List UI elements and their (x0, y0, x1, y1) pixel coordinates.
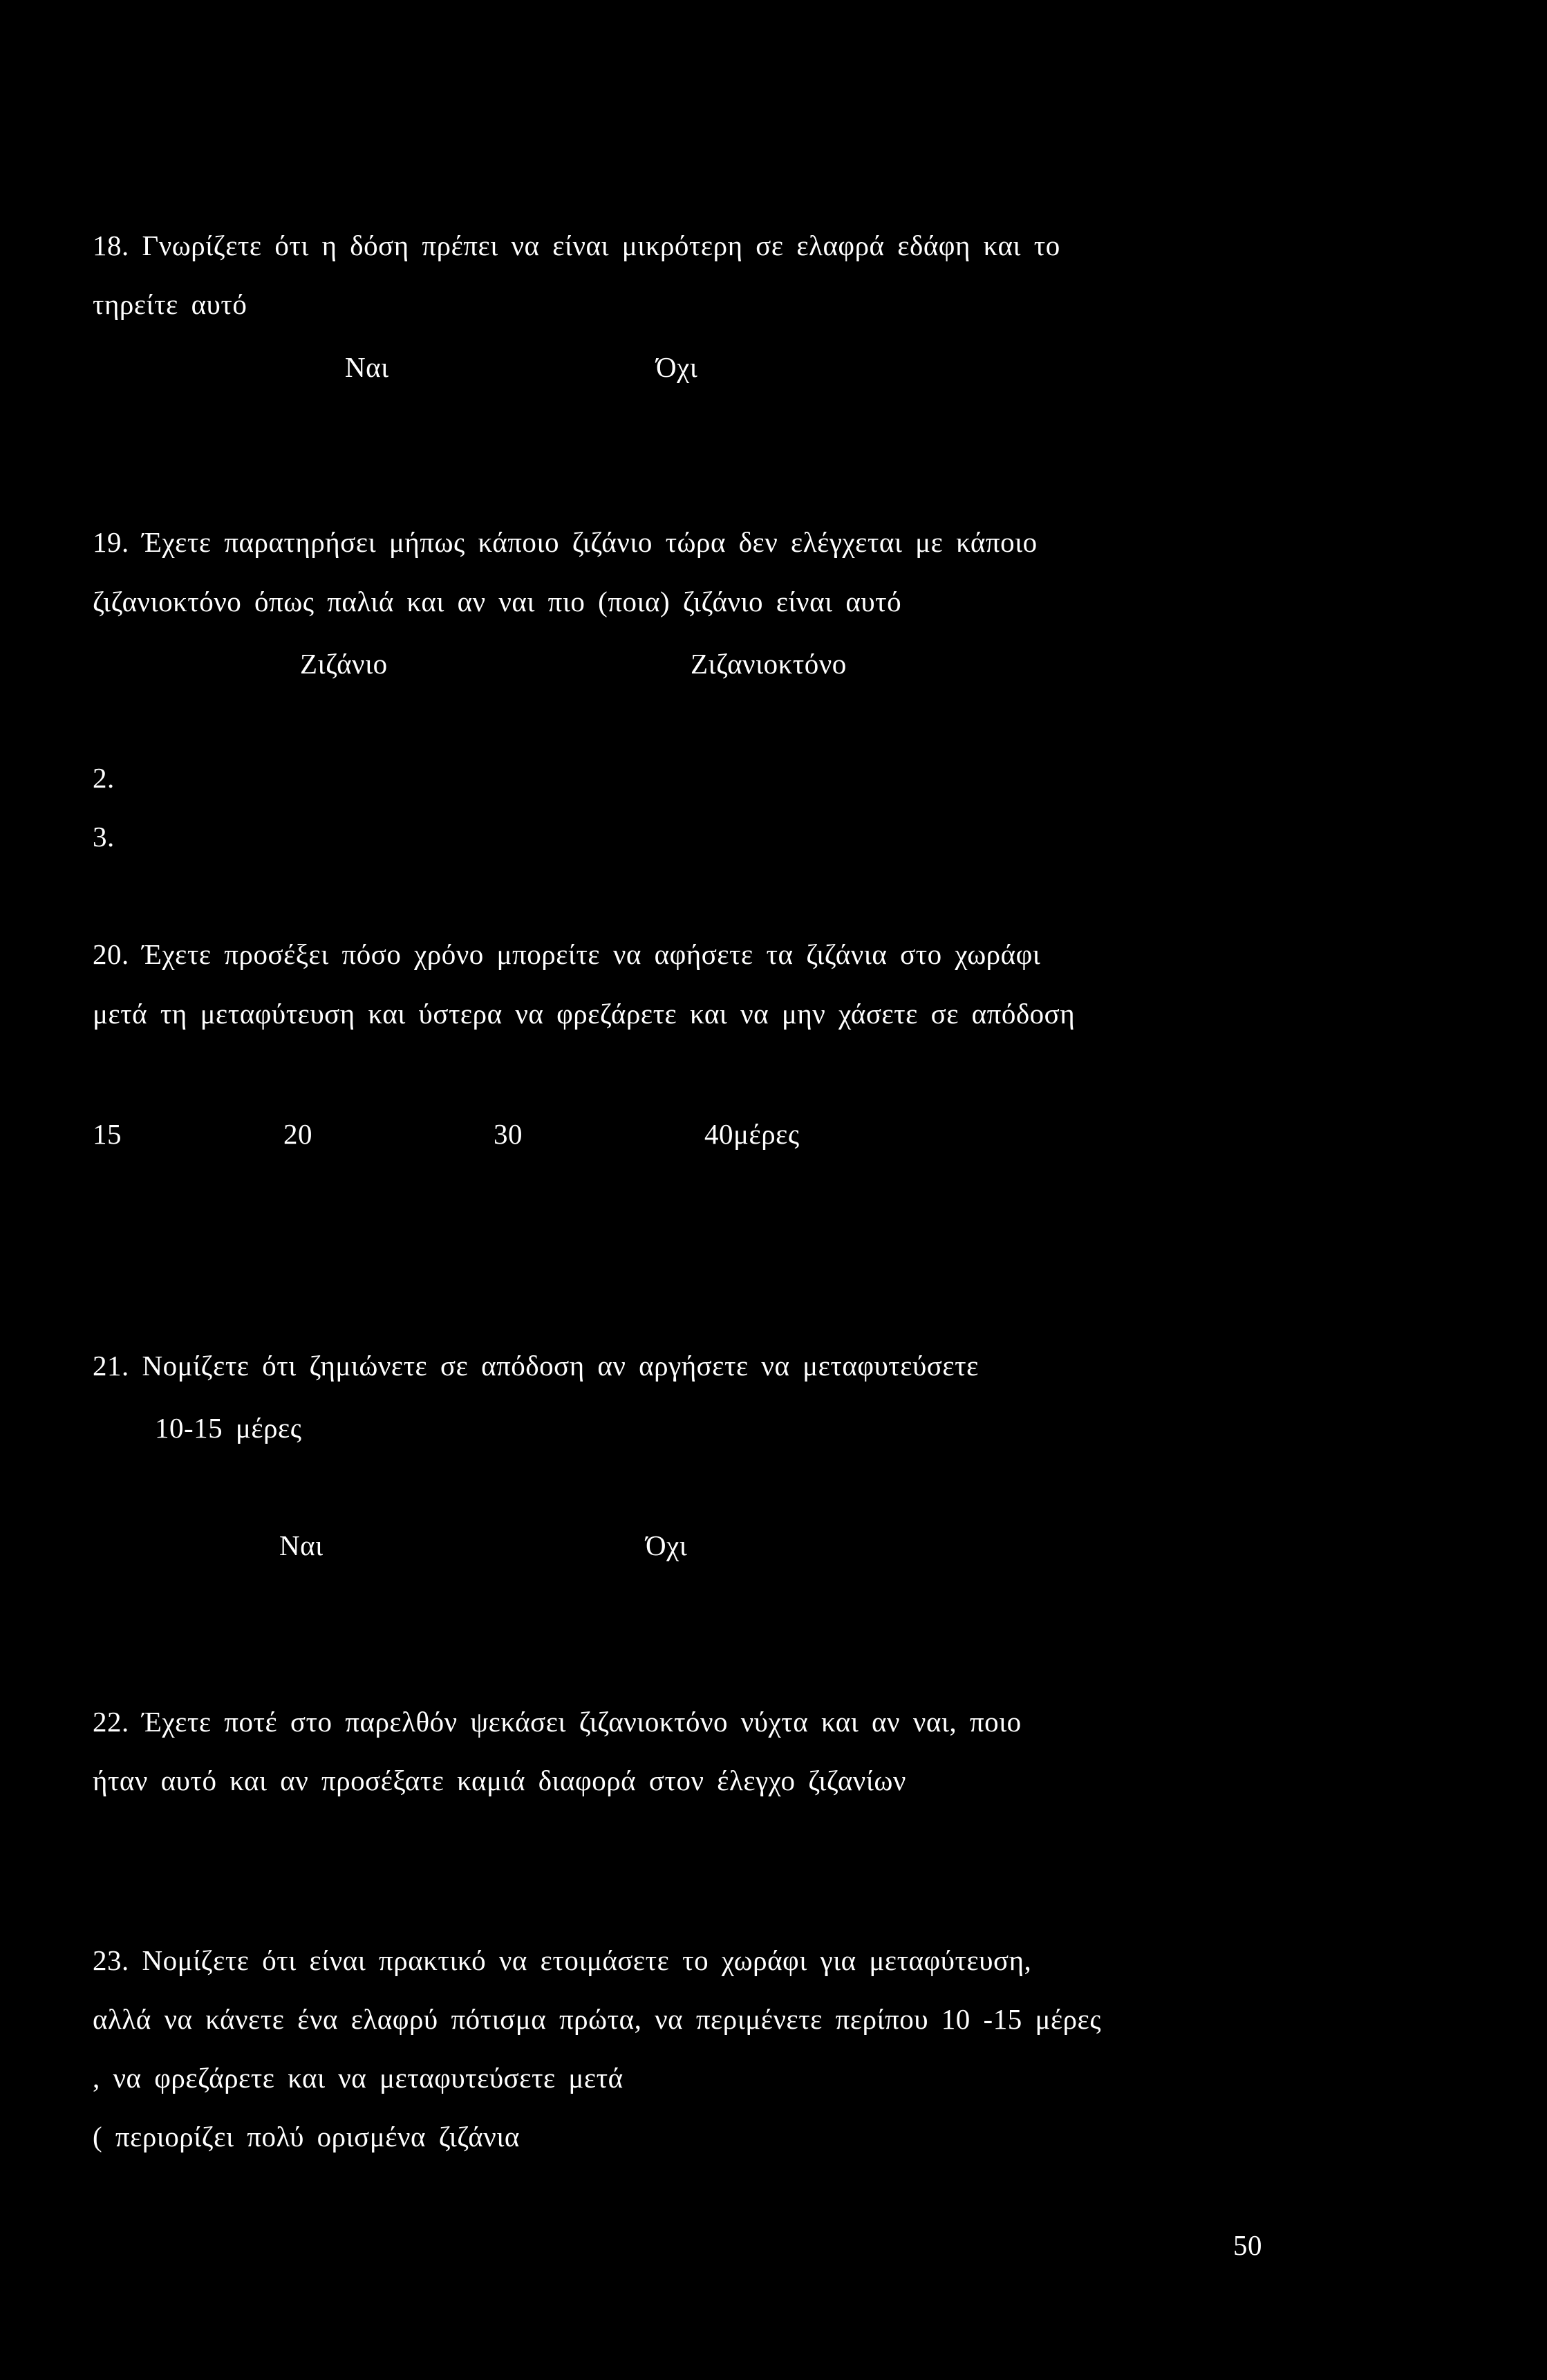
q19-column-weed: Ζιζάνιο (300, 648, 388, 680)
q21-line-2: 10-15 μέρες (155, 1412, 302, 1444)
q19-line-2: ζιζανιοκτόνο όπως παλιά και αν ναι πιο (ποια) ζιζάνιο είναι αυτό (93, 586, 902, 617)
q21-line-1: 21. Νομίζετε ότι ζημιώνετε σε απόδοση αν αργήσετε να μεταφυτεύσετε (93, 1350, 979, 1382)
q23-line-1: 23. Νομίζετε ότι είναι πρακτικό να ετοιμάσετε το χωράφι για μεταφύτευση, (93, 1944, 1032, 1976)
q21-option-no: Όχι (646, 1530, 688, 1561)
q21-option-yes: Ναι (279, 1530, 324, 1561)
q20-option-15: 15 (93, 1118, 122, 1150)
q20-line-1: 20. Έχετε προσέξει πόσο χρόνο μπορείτε να αφήσετε τα ζιζάνια στο χωράφι (93, 938, 1041, 970)
q19-column-herbicide: Ζιζανιοκτόνο (691, 648, 847, 680)
q19-line-1: 19. Έχετε παρατηρήσει μήπως κάποιο ζιζάνιο τώρα δεν ελέγχεται με κάποιο (93, 526, 1038, 558)
q23-line-4: ( περιορίζει πολύ ορισμένα ζιζάνια (93, 2121, 520, 2153)
q20-line-2: μετά τη μεταφύτευση και ύστερα να φρεζάρετε και να μην χάσετε σε απόδοση (93, 998, 1076, 1030)
page-number: 50 (1233, 2229, 1262, 2261)
q20-option-40: 40μέρες (704, 1118, 800, 1150)
q23-line-2: αλλά να κάνετε ένα ελαφρύ πότισμα πρώτα, να περιμένετε περίπου 10 -15 μέρες (93, 2003, 1102, 2035)
q19-item-3: 3. (93, 821, 115, 853)
q22-line-2: ήταν αυτό και αν προσέξατε καμιά διαφορά στον έλεγχο ζιζανίων (93, 1765, 906, 1796)
q22-line-1: 22. Έχετε ποτέ στο παρελθόν ψεκάσει ζιζανιοκτόνο νύχτα και αν ναι, ποιο (93, 1706, 1022, 1738)
q19-item-2: 2. (93, 762, 115, 794)
q18-option-no: Όχι (656, 351, 698, 383)
q20-option-30: 30 (494, 1118, 523, 1150)
q18-line-2: τηρείτε αυτό (93, 288, 247, 320)
q18-line-1: 18. Γνωρίζετε ότι η δόση πρέπει να είναι μικρότερη σε ελαφρά εδάφη και το (93, 230, 1060, 261)
q23-line-3: , να φρεζάρετε και να μεταφυτεύσετε μετά (93, 2062, 624, 2094)
q18-option-yes: Ναι (345, 351, 389, 383)
q20-option-20: 20 (283, 1118, 312, 1150)
